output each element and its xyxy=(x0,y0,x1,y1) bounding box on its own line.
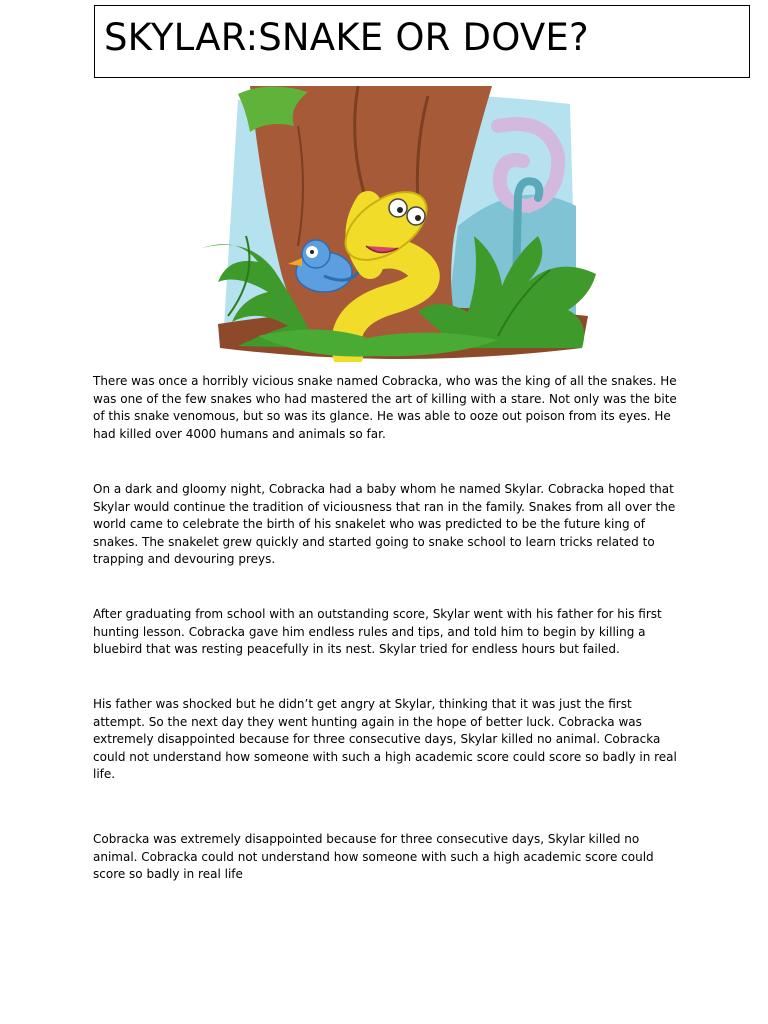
story-paragraph: There was once a horribly vicious snake named Cobracka, who was the king of all the snakes. He was one of the few snakes who had mastered the art of killing with a stare. Not only was the bite of this snake venomous, but so was its glance. He was able to ooze out poison from its eyes. He had killed over 4000 humans and animals so far. xyxy=(93,374,677,441)
title-box xyxy=(94,5,750,78)
page-title: SKYLAR:SNAKE OR DOVE? xyxy=(104,16,589,59)
story-paragraph: On a dark and gloomy night, Cobracka had a baby whom he named Skylar. Cobracka hoped that Skylar would continue the tradition of viciousness that ran in the family. Snakes from all over the world came to celebrate the birth of his snakelet who was predicted to be the future king of snakes. The snakelet grew quickly and started going to snake school to learn tricks related to trapping and devouring preys. xyxy=(93,482,676,567)
story-paragraph: Cobracka was extremely disappointed because for three consecutive days, Skylar killed no animal. Cobracka could not understand how someone with such a high academic score could score so badly in real life xyxy=(93,832,654,882)
story-paragraph: After graduating from school with an outstanding score, Skylar went with his father for his first hunting lesson. Cobracka gave him endless rules and tips, and told him to begin by killing a bluebird that was resting peacefully in its nest. Skylar tried for endless hours but failed. xyxy=(93,607,662,657)
story-illustration xyxy=(198,86,600,362)
story-paragraph: His father was shocked but he didn’t get angry at Skylar, thinking that it was just the first attempt. So the next day they went hunting again in the hope of better luck. Cobracka was extremely disappointed because for three consecutive days, Skylar killed no animal. Cobracka could not understand how someone with such a high academic score could score so badly in real life. xyxy=(93,697,677,782)
